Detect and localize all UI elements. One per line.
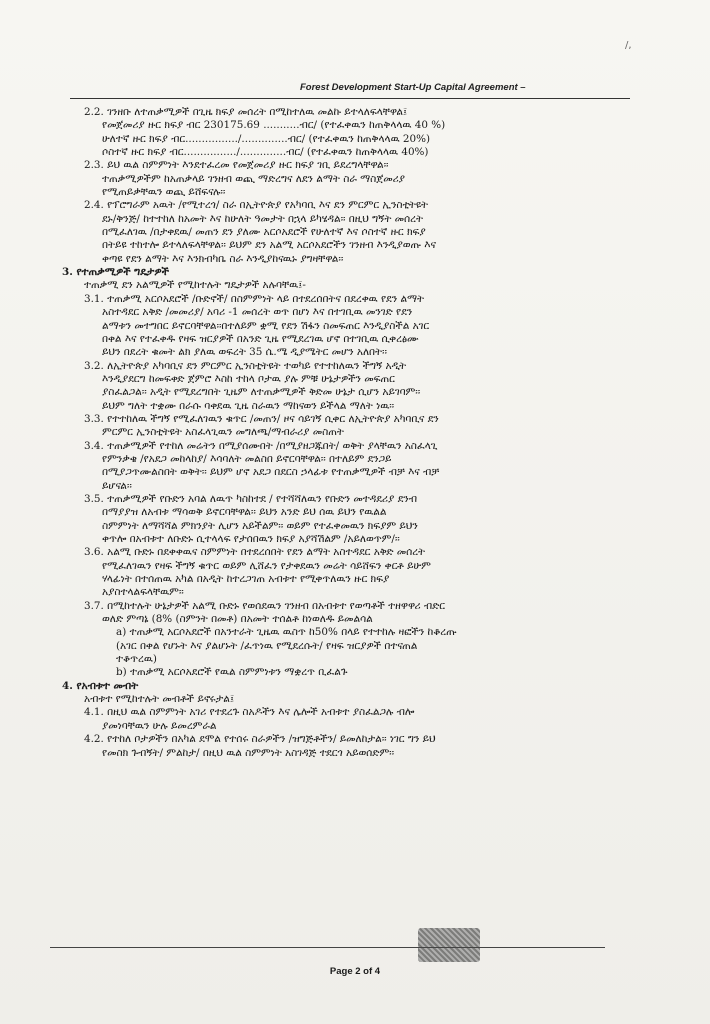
body-line: የሚጠይቃቸዉን ወጪ ይሸፍናሉ፡፡	[102, 186, 226, 199]
body-line: የሚፈለገዉን የዛፍ ችግኝ ቁጥር ወይም ሊሸፈን የታቀደዉን መሬት ሳይሸፍን ቀርቶ ይሁም	[102, 559, 431, 572]
body-line: አያስተላልፍላቸዉም፡፡	[102, 586, 184, 599]
body-line: ተጠቃሚ ደን አልሚዎች የሚከተሉት ግዴታዎች አሉባቸዉ፤-	[84, 279, 306, 292]
body-line: ቀጣዩ የደን ልማት እና እንክብካቤ ስራ እንዲያከናዉኑ ያግዛቸዋል፡፡	[102, 252, 344, 265]
body-line: የመጀመሪያ ዙር ክፍያ ብር 230175.69 ...........ብር/ (የተፈቀዉን ከጠቅላላዉ 40 %)	[102, 119, 446, 132]
body-line: 3.4. ተጠቃሚዎች የተከለ መሬትን በሚያሰሙበት /በሚያዘጋጁበት/ ወቅት ያላቸዉን አስፈላጊ	[84, 439, 438, 452]
body-line: ያመነባቸዉን ሁሉ ይመረምራል	[102, 719, 217, 732]
section-heading: 4. የአብቱተ መብት	[62, 679, 139, 692]
body-line: 3.2. ለኢትዮጵያ አካባቢና ደን ምርምር ኢንስቲትዩት ተወካይ የተተከለዉን ችግኝ አዲት	[84, 359, 407, 372]
body-line: 4.2. የተከለ ቦታዎችን በአካል ደሞል የተሰሩ ስራዎችን /ዝግጅቶችን/ ይመለከታል፡፡ ነገር ግን ይህ	[84, 733, 436, 746]
section-heading: 3. የተጠቃሚዎች ግዴታዎች	[62, 266, 169, 279]
body-line: ይሆናል፡፡	[102, 479, 132, 492]
page-header: Forest Development Start-Up Capital Agreement –	[300, 82, 526, 93]
body-line: ልማቱን መተግበር ይኖርባቸዋል፡፡በተለይም ቋሚ የደን ሽፋን ስመፍጠር እንዲያስችል አገር	[102, 319, 430, 332]
body-line: በማያያዝ ለአብቱ ማሳወቅ ይኖርባቸዋል፡፡ ይህን አንድ ይህ ሰዉ ይህን የዉልል	[102, 506, 387, 519]
body-line: ምርምር ኢንስቲትዩት አስፈላጊዉን መግለጫ/ማብራሪያ መስጠት	[102, 426, 344, 439]
body-line: 3.6. አልሚ ቡድኑ በደቀቀዉና ስምምነት በተደረሰበት የደን ልማት አስተዳደር አቅድ መሰረት	[84, 546, 426, 559]
body-line: አብቱተ የሚከተሉት መብቶች ይኖሩታል፤	[84, 693, 235, 706]
body-line: ሶስተኛ ዙር ክፍያ ብር................/..............ብር/ (የተፈቀዉን ከጠቅላላዉ 40%)	[102, 146, 429, 159]
body-line: (አገር በቀል የሆኑት እና ያልሆኑት /ፈጥነዉ የሚደረሱት/ የዛፍ ዝርያዎች በተናጠል	[116, 639, 418, 652]
body-line: የምንቃቄ /የአደጋ መከላከያ/ እሳባለት መልስበ ይኖርባቸዋል፡፡ በተለይም ደንጋይ	[102, 452, 392, 465]
body-line: 2.4. የፕሮግራም አዉት /የሚተረጎ/ ስራ በኢትዮጵያ የአካባቢ እና ደን ምርምር ኢንስቲትዩት	[84, 199, 429, 212]
body-line: 2.3. ይህ ዉል ስምምነት እንደተፈረመ የመጀመሪያ ዙር ክፍያ ገቢ ይደረግላቸዋል፡፡	[84, 159, 389, 172]
body-line: በቀል እና የተፈቀዱ የዛፍ ዝርያዎች በአንድ ጊዜ የሚደረገዉ ሆኖ በተገቢዉ ሲቀረፅሙ	[102, 332, 419, 345]
body-line: 2.2. ገንዘቡ ለተጠቃሚዎች በጊዜ ክፍያ መሰረት በሚከተለዉ መልኩ ይተላለፍላቸዋል፤	[84, 106, 408, 118]
body-line: a) ተጠቃሚ አርሶአደሮች በአንተራት ጊዜዉ ዉስጥ ከ50% በላይ የተተከሉ ዛፎችን ከቆረጡ	[116, 626, 457, 639]
margin-mark: /,	[625, 40, 632, 51]
body-line: 3.5. ተጠቃሚዎች የቡድን አባል ለዉጥ ካስከተደ / የተሻሻለዉን የቡድን መተዳደሪያ ደንብ	[84, 492, 417, 505]
body-line: እንዲያደርግ ከመፍቀድ ጀምሮ እስከ ተከላ ቦታዉ ያሉ ምቹ ሁኔታዎችን መፍጠር	[102, 372, 395, 385]
body-line: ወለድ ምጣኔ (8% (ስምንት በመቶ) በአመት ተሰልቶ ከነወለዱ ይመልሳል	[102, 613, 373, 626]
body-line: b) ተጠቃሚ አርሶአደሮች የዉል ስምምነቱን ማቋረጥ ቢፈልጉ	[116, 666, 348, 679]
body-line: ያስፈልጋል፡፡ አዲት የሚደረግበት ጊዜም ለተጠቃሚዎች ቅድመ ሁኔታ ሲሆን አይገባም፡፡	[102, 386, 421, 399]
body-line: 4.1. በዚህ ዉል ስምምነት አገሪ የተደረጉ ስአዶችን እና ሌሎች አብቱተ ያስፈልጋሉ ብሎ	[84, 706, 415, 719]
body-line: ተጠቃሚዎችም ከአጠቃላይ ገንዘብ ወጪ ማድረግና ለደን ልማት ስራ ማስጀመሪያ	[102, 172, 405, 185]
body-line: በሚፈለገዉ /በታቀደዉ/ መጠን ደን ያለሙ አርሶአደሮች የሁለተኛ እና ሶስተኛ ዙር ክፍያ	[102, 226, 426, 239]
body-line: ይህን በደረት ቁመት ልክ ያለዉ ወፍረት 35 ሴ.ሜ ዲያሜትር መሆን አለበት፡፡	[102, 346, 387, 359]
document-body	[62, 106, 632, 760]
footer-rule	[50, 947, 605, 948]
body-line: ይህም ግለት ተቋሙ በራሱ ባቀደዉ ጊዜ ስራዉን ማከናወን ይችላል ማለት ነዉ፡፡	[102, 399, 395, 412]
body-line: ሁለተኛ ዙር ክፍያ ብር................/..............ብር/ (የተፈቀዉን ከጠቅላላዉ 20%)	[102, 132, 431, 145]
header-rule	[70, 98, 630, 99]
body-line: ቀጥሎ በአብቱተ ለቡድኑ ሲተላላፍ የታሰበዉን ክፍያ አያሻሽልም /አይለወጥም/፡፡	[102, 533, 400, 545]
body-line: 3.1. ተጠቃሚ አርሶአደሮች /ቡድኖች/ በስምምነት ላይ በተደረሰበትና በደረቀዉ የደን ልማት	[84, 292, 425, 305]
body-line: በሚያጋጥሙልስበት ወቅት፡፡ ይህም ሆኖ አደጋ በደርስ ኃላፊቱ የተጠቃሚዎች ብቻ እና ብቻ	[102, 466, 440, 479]
page-number: Page 2 of 4	[329, 966, 381, 977]
body-line: 3.7. በሚከተሉት ሁኔታዎች አልሚ ቡድኑ የወሰደዉን ገንዘብ በአብቱተ የወጣቶች ተዘዋዋሪ ብድር	[84, 599, 446, 612]
body-line: 3.3. የተተከለዉ ችግኝ የሚፈለገዉን ቁጥር /መጠን/ ዞና ሳይገኝ ሲቀር ለኢትዮጵያ አካባቢና ደን	[84, 412, 439, 425]
body-line: ደኑ/ቅንጅ/ ከተተከለ ከአመት እና ከሁለት ዓመታት በኋላ ይካሄዳል፡፡ በዚህ ግኝት መሰረት	[102, 212, 423, 225]
body-line: አስተዳደር አቅድ /መመሪያ/ አባሪ -1 መሰረት ወጥ በሆነ እና በተገቢዉ መንገድ የደን	[102, 306, 413, 319]
body-line: የመስክ ጉብኝት/ ምልከታ/ በዚህ ዉል ስምምነት አስገዳጅ ተደርጎ አይወሰድም፡፡	[102, 746, 395, 759]
official-stamp	[418, 928, 480, 962]
body-line: በትይዩ ተከተሎ ይተላለፍላቸዋል፡፡ ይህም ደን አልሚ አርሶአደሮችን ገንዘብ እንዲያወጡ እና	[102, 239, 436, 252]
body-line: ስምምነት ለማሻሻል ምክንያት ሊሆን አይችልም፡፡ ወይም የተፈቀመዉን ክፍያም ይህን	[102, 519, 418, 532]
body-line: ተቆጥረዉ)	[116, 653, 157, 666]
body-line: ሃላፊነት በተሰጠዉ አካል በአዲት ከተረጋገጠ አብቱተ የሚቀጥለዉን ዙር ክፍያ	[102, 573, 390, 586]
